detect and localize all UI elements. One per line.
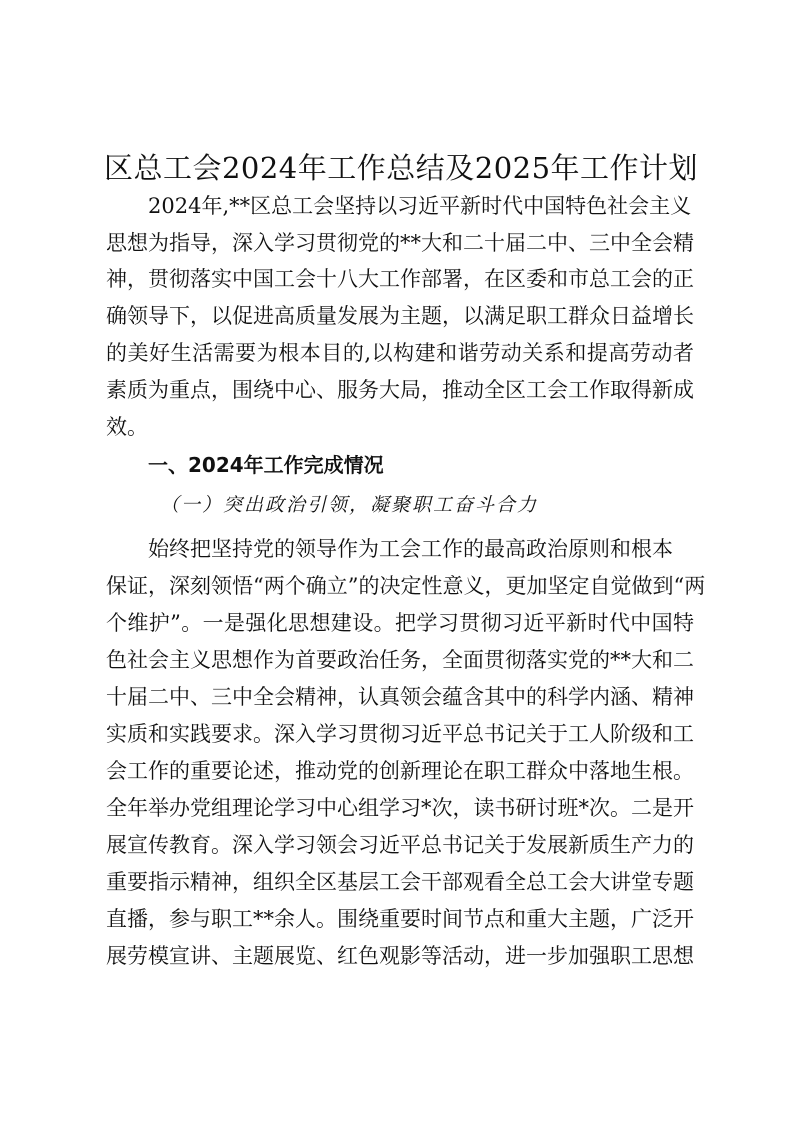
intro-line: 2024年,**区总工会坚持以习近平新时代中国特色社会主义 [148, 194, 692, 218]
body-line: 色社会主义思想作为首要政治任务，全面贯彻落实党的**大和二 [106, 648, 694, 672]
body-line: 会工作的重要论述，推动党的创新理论在职工群众中落地生根。 [106, 759, 694, 783]
intro-line: 神，贯彻落实中国工会十八大工作部署，在区委和市总工会的正 [106, 267, 694, 291]
body-line: 展劳模宣讲、主题展览、红色观影等活动，进一步加强职工思想 [106, 944, 694, 968]
intro-line: 思想为指导，深入学习贯彻党的**大和二十届二中、三中全会精 [106, 231, 694, 255]
body-line: 直播，参与职工**余人。围绕重要时间节点和重大主题，广泛开 [106, 907, 694, 931]
body-line: 展宣传教育。深入学习领会习近平总书记关于发展新质生产力的 [106, 833, 694, 857]
document-title: 区总工会2024年工作总结及2025年工作计划 [103, 151, 699, 185]
intro-line: 确领导下，以促进高质量发展为主题，以满足职工群众日益增长 [106, 304, 694, 328]
intro-line: 的美好生活需要为根本目的,以构建和谐劳动关系和提高劳动者 [106, 341, 694, 365]
body-line: 个维护”。一是强化思想建设。把学习贯彻习近平新时代中国特 [106, 611, 694, 635]
intro-line: 效。 [106, 415, 148, 439]
subsection-heading: （一）突出政治引领，凝聚职工奋斗合力 [160, 494, 539, 516]
body-line: 保证，深刻领悟“两个确立”的决定性意义，更加坚定自觉做到“两 [106, 574, 706, 598]
intro-line: 素质为重点，围绕中心、服务大局，推动全区工会工作取得新成 [106, 378, 694, 402]
body-line: 十届二中、三中全会精神，认真领会蕴含其中的科学内涵、精神 [106, 685, 694, 709]
body-line: 实质和实践要求。深入学习贯彻习近平总书记关于工人阶级和工 [106, 722, 694, 746]
body-line: 重要指示精神，组织全区基层工会干部观看全总工会大讲堂专题 [106, 870, 694, 894]
body-line: 全年举办党组理论学习中心组学习*次，读书研讨班*次。二是开 [106, 796, 694, 820]
section-heading: 一、2024年工作完成情况 [148, 453, 384, 477]
body-line: 始终把坚持党的领导作为工会工作的最高政治原则和根本 [148, 537, 673, 561]
